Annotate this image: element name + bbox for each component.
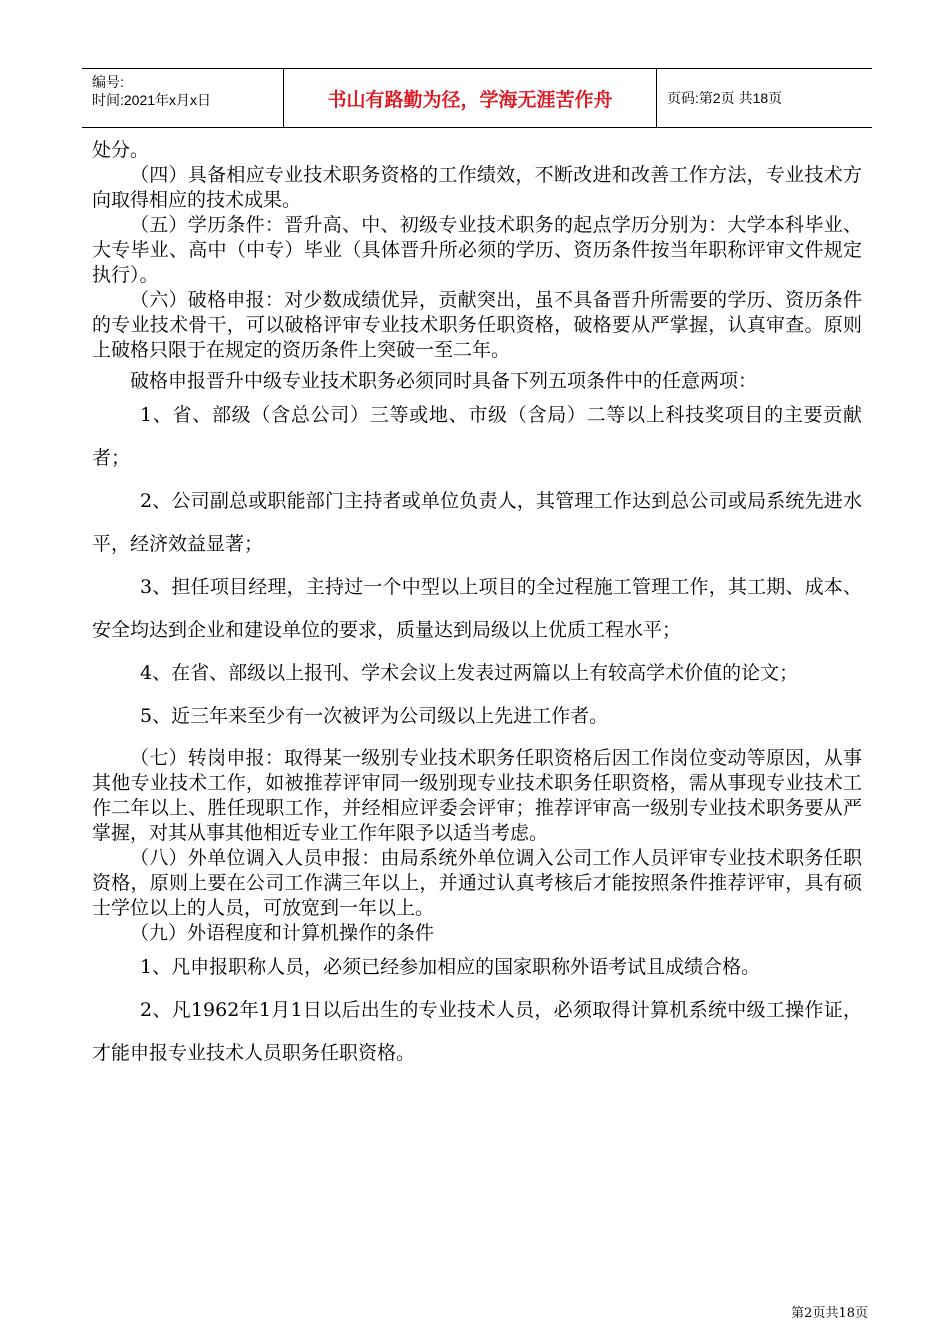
paragraph: 处分。 [92, 139, 150, 161]
paragraph: （五）学历条件：晋升高、中、初级专业技术职务的起点学历分别为：大学本科毕业、大专毕业、高中（中专）毕业（具体晋升所必须的学历、资历条件按当年职称评审文件规定执行）。 [92, 214, 862, 286]
code-label: 编号: [92, 74, 124, 90]
list-item: 1、凡申报职称人员，必须已经参加相应的国家职称外语考试且成绩合格。 [140, 956, 761, 978]
page-footer: 第2页共18页 [791, 1306, 868, 1321]
header-page-info: 页码:第2页 共18页 [667, 90, 783, 106]
list-item: 2、公司副总或职能部门主持者或单位负责人，其管理工作达到总公司或局系统先进水平，经济效益显著； [92, 490, 862, 555]
paragraph: （七）转岗申报：取得某一级别专业技术职务任职资格后因工作岗位变动等原因，从事其他专业技术工作，如被推荐评审同一级别现专业技术职务任职资格，需从事现专业技术工作二年以上、胜任现职工作，并经相应评委会评审；推荐评审高一级别专业技术职务要从严掌握，对其从事其他相近专业工作年限予以适当考虑。 [92, 747, 862, 844]
list-item: 2、凡1962年1月1日以后出生的专业技术人员，必须取得计算机系统中级工操作证，才能申报专业技术人员职务任职资格。 [92, 999, 862, 1064]
page-header [82, 68, 872, 128]
header-motto: 书山有路勤为径，学海无涯苦作舟 [284, 69, 657, 127]
list-item: 3、担任项目经理，主持过一个中型以上项目的全过程施工管理工作，其工期、成本、安全均达到企业和建设单位的要求，质量达到局级以上优质工程水平； [92, 576, 862, 641]
list-item: 1、省、部级（含总公司）三等或地、市级（含局）二等以上科技奖项目的主要贡献者； [92, 404, 862, 469]
paragraph: 破格申报晋升中级专业技术职务必须同时具备下列五项条件中的任意两项： [130, 370, 758, 392]
paragraph: （八）外单位调入人员申报：由局系统外单位调入公司工作人员评审专业技术职务任职资格，原则上要在公司工作满三年以上，并通过认真考核后才能按照条件推荐评审，具有硕士学位以上的人员，可放宽到一年以上。 [92, 847, 862, 919]
list-item: 4、在省、部级以上报刊、学术会议上发表过两篇以上有较高学术价值的论文； [140, 662, 799, 684]
document-body [92, 138, 862, 1075]
date-label: 时间:2021年x月x日 [92, 92, 212, 108]
paragraph: （六）破格申报：对少数成绩优异，贡献突出，虽不具备晋升所需要的学历、资历条件的专业技术骨干，可以破格评审专业技术职务任职资格，破格要从严掌握，认真审查。原则上破格只限于在规定的资历条件上突破一至二年。 [92, 289, 862, 361]
paragraph: （四）具备相应专业技术职务资格的工作绩效，不断改进和改善工作方法，专业技术方向取得相应的技术成果。 [92, 164, 862, 211]
header-meta [82, 69, 284, 127]
paragraph: （九）外语程度和计算机操作的条件 [130, 922, 435, 944]
list-item: 5、近三年来至少有一次被评为公司级以上先进工作者。 [140, 705, 609, 727]
